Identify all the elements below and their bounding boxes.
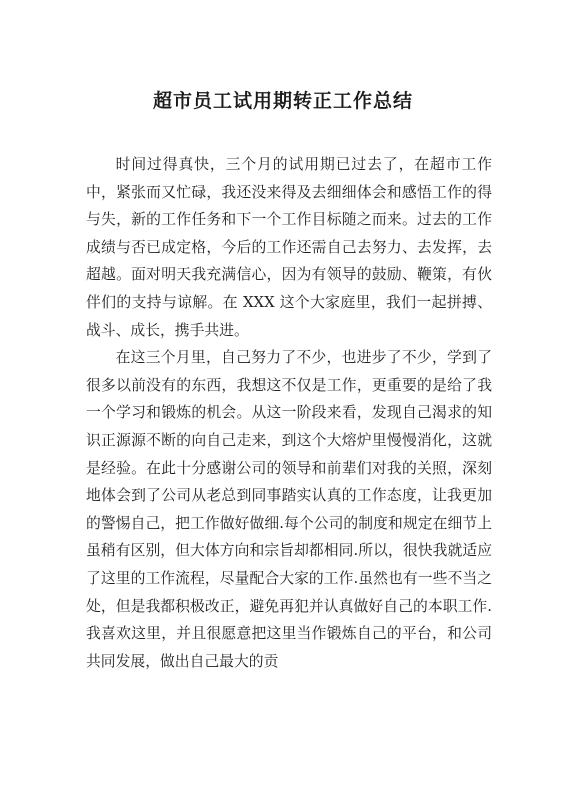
document-title: 超市员工试用期转正工作总结 [152, 90, 413, 112]
paragraph-2: 在这三个月里，自己努力了不少，也进步了不少，学到了很多以前没有的东西，我想这不仅是工作，更重要的是给了我一个学习和锻炼的机会。从这一阶段来看，发现自己渴求的知识正源源不断的向自己走来，到这个大熔炉里慢慢消化，这就是经验。在此十分感谢公司的领导和前辈们对我的关照，深刻地体会到了公司从老总到同事踏实认真的工作态度，让我更加的警惕自己，把工作做好做细.每个公司的制度和规定在细节上虽稍有区别，但大体方向和宗旨却都相同.所以，很快我就适应了这里的工作流程，尽量配合大家的工作.虽然也有一些不当之处，但是我都积极改正，避免再犯并认真做好自己的本职工作.我喜欢这里，并且很愿意把这里当作锻炼自己的平台，和公司共同发展，做出自己最大的贡 [86, 349, 492, 670]
paragraph-1: 时间过得真快，三个月的试用期已过去了，在超市工作中，紧张而又忙碌，我还没来得及去细细体会和感悟工作的得与失，新的工作任务和下一个工作目标随之而来。过去的工作成绩与否已成定格，今后的工作还需自己去努力、去发挥，去超越。面对明天我充满信心，因为有领导的鼓励、鞭策，有伙伴们的支持与谅解。在 XXX 这个大家庭里，我们一起拼搏、战斗、成长，携手共进。 [86, 156, 492, 339]
document-body [86, 151, 492, 675]
